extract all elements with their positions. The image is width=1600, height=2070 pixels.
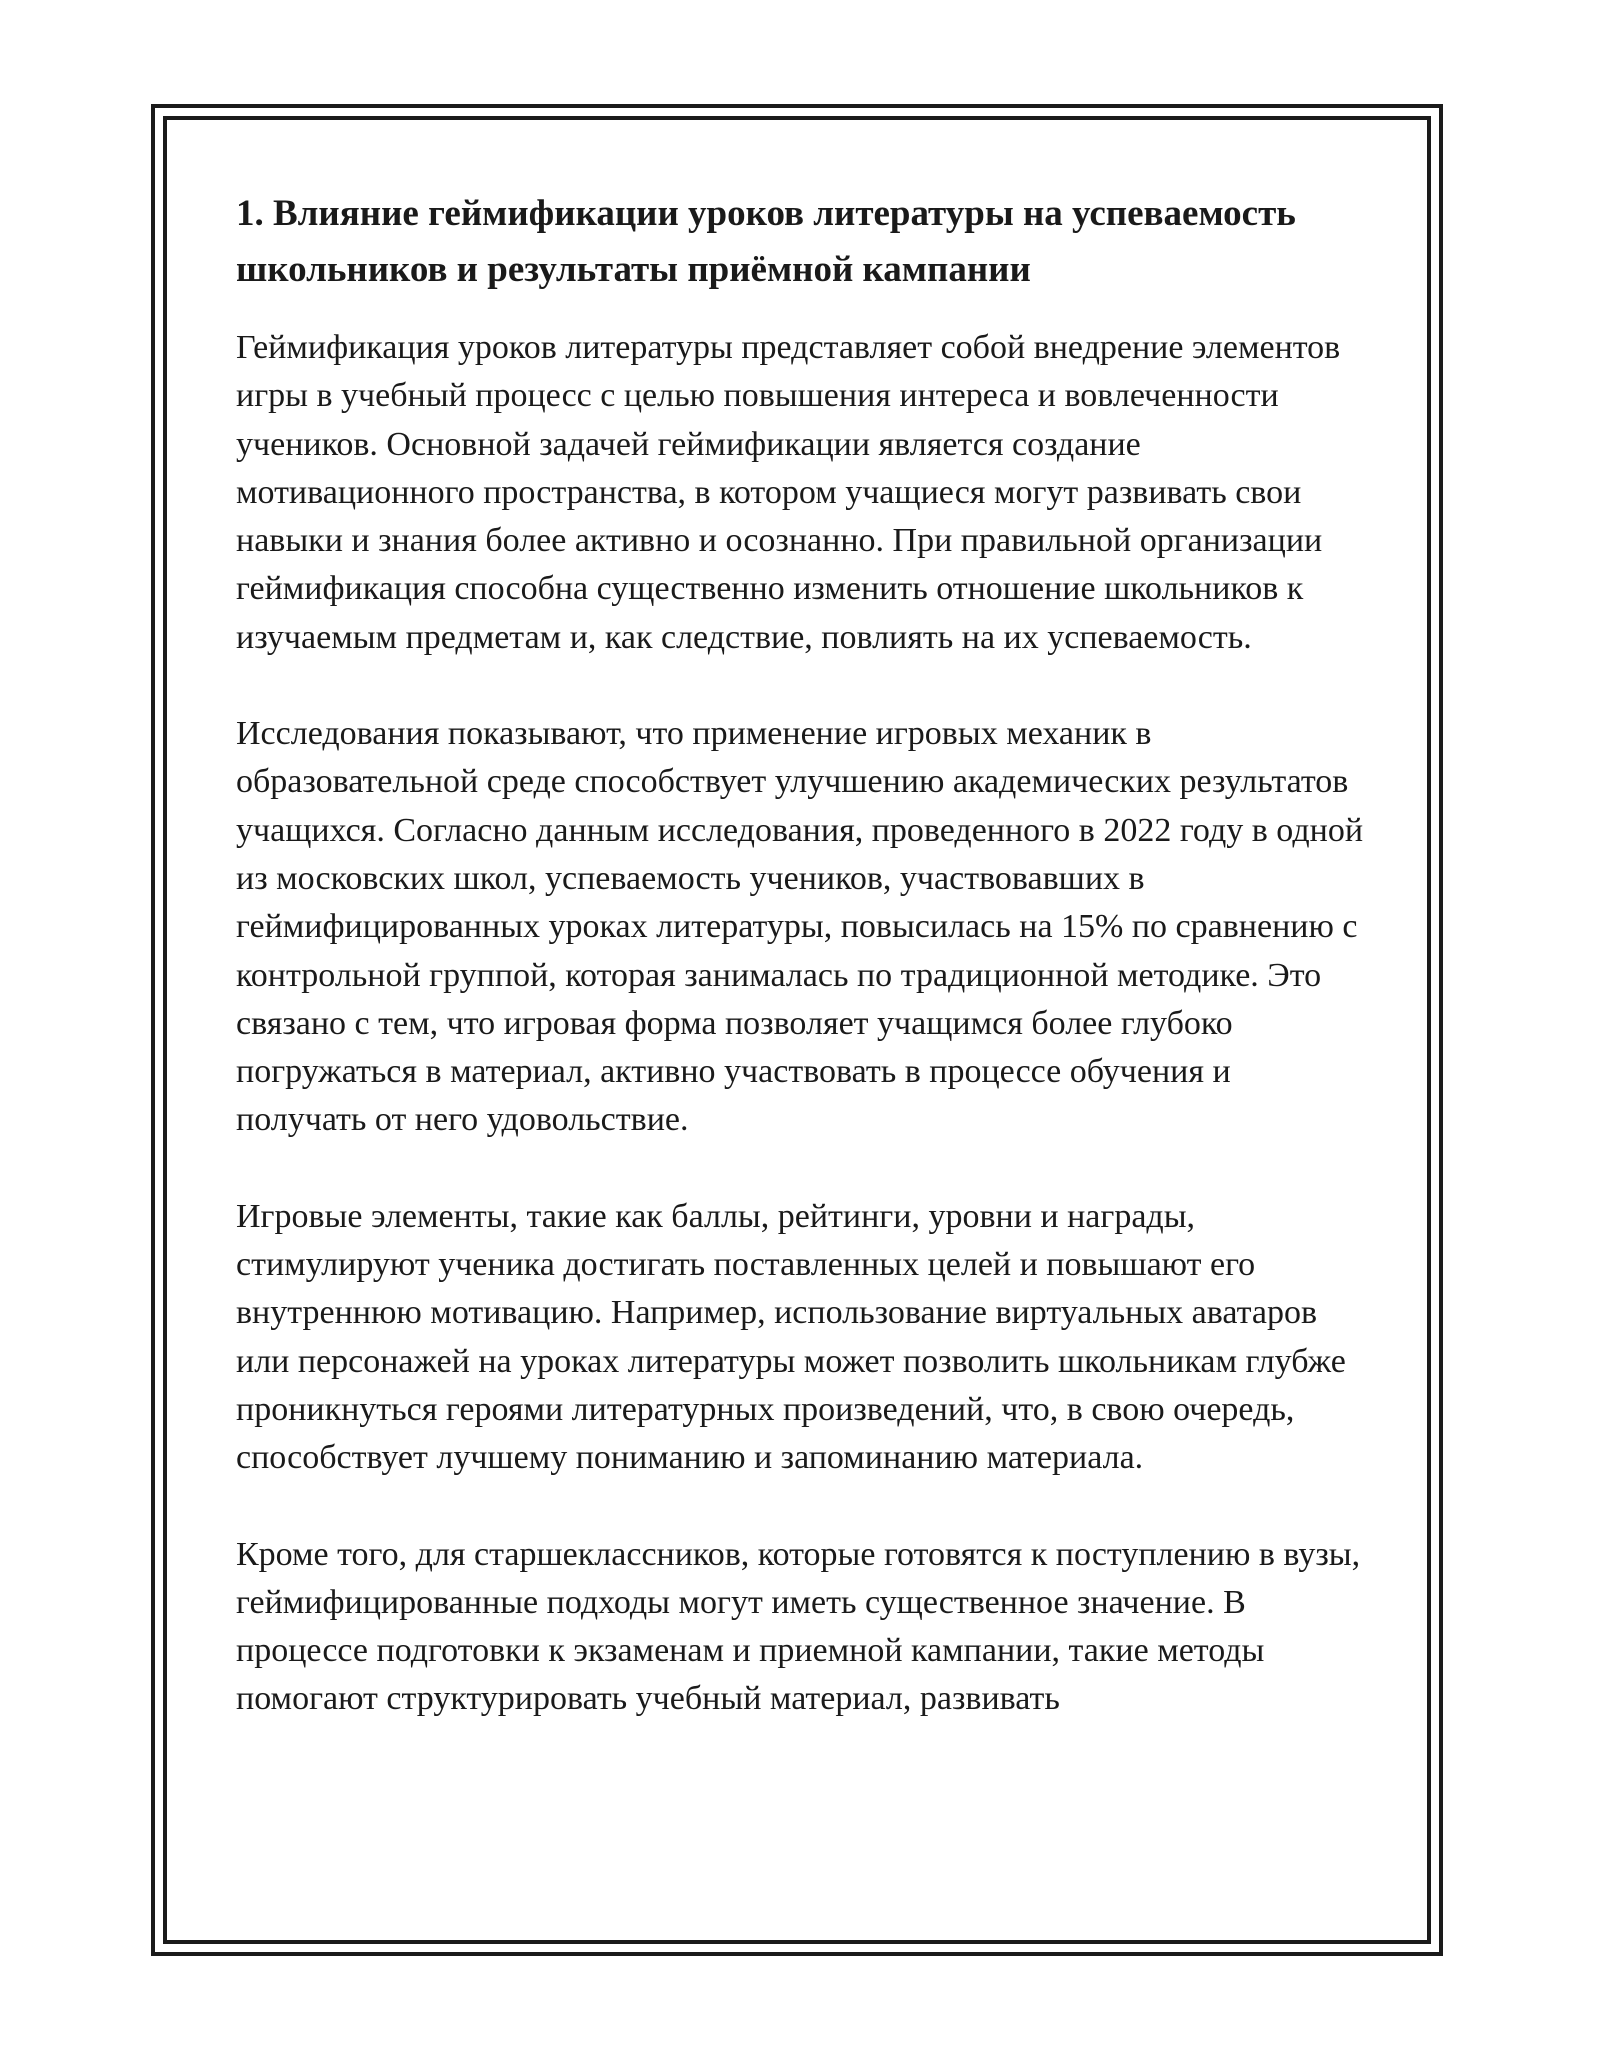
paragraph-4: Кроме того, для старшеклассников, которые готовятся к поступлению в вузы, геймифицированные подходы могут иметь существенное значение. В процессе подготовки к экзаменам и приемной кампании, такие методы помогают структурировать учебный материал, развивать: [236, 1535, 1361, 1718]
document-body: [236, 186, 1366, 1724]
paragraph-2: Исследования показывают, что применение игровых механик в образовательной среде способствует улучшению академических результатов учащихся. Согласно данным исследования, проведенного в 2022 году в одной из московских школ, успеваемость учеников, участвовавших в геймифицированных уроках литературы, повысилась на 15% по сравнению с контрольной группой, которая занималась по традиционной методике. Это связано с тем, что игровая форма позволяет учащимся более глубоко погружаться в материал, активно участвовать в процессе обучения и получать от него удовольствие.: [236, 715, 1364, 1139]
paragraph-3: Игровые элементы, такие как баллы, рейтинги, уровни и награды, стимулируют ученика достигать поставленных целей и повышают его внутреннюю мотивацию. Например, использование виртуальных аватаров или персонажей на уроках литературы может позволить школьникам глубже проникнуться героями литературных произведений, что, в свою очередь, способствует лучшему пониманию и запоминанию материала.: [236, 1197, 1346, 1477]
paragraph-1: Геймификация уроков литературы представляет собой внедрение элементов игры в учебный процесс с целью повышения интереса и вовлеченности учеников. Основной задачей геймификации является создание мотивационного пространства, в котором учащиеся могут развивать свои навыки и знания более активно и осознанно. При правильной организации геймификация способна существенно изменить отношение школьников к изучаемым предметам и, как следствие, повлиять на их успеваемость.: [236, 329, 1341, 656]
section-heading: 1. Влияние геймификации уроков литературы на успеваемость школьников и результаты приёмной кампании: [236, 193, 1296, 290]
